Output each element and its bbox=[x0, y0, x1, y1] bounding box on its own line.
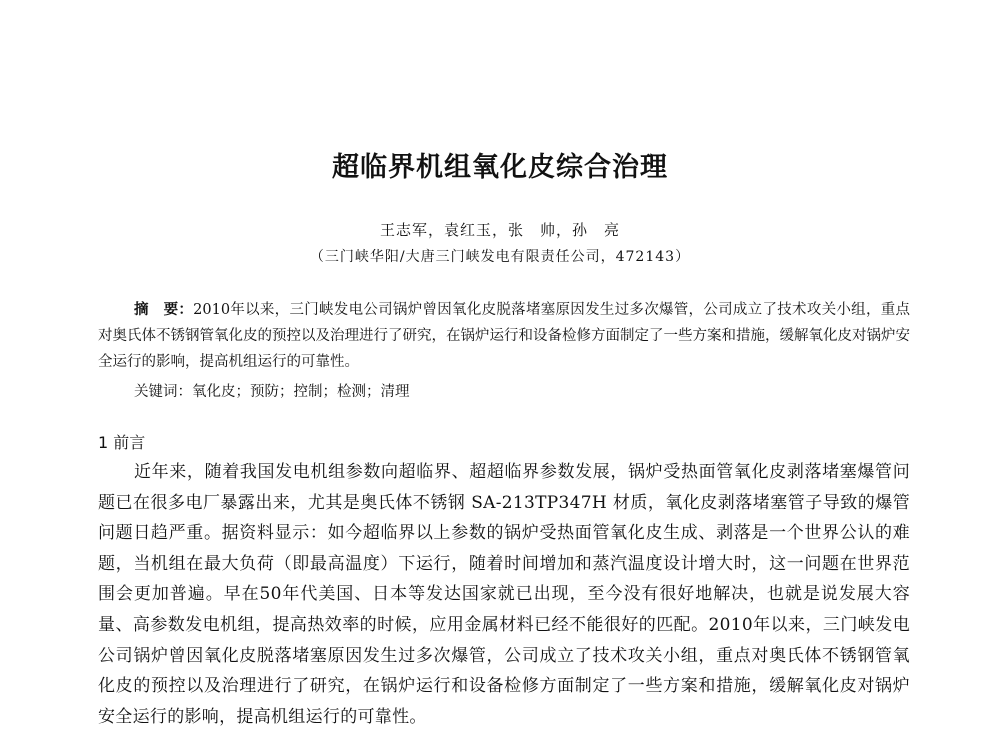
body-paragraph: 近年来，随着我国发电机组参数向超临界、超超临界参数发展，锅炉受热面管氧化皮剥落堵塞爆管问题已在很多电厂暴露出来，尤其是奥氏体不锈钢 SA-213TP347H 材质，氧化皮剥落堵塞管子导致的爆管问题日趋严重。据资料显示：如今超临界以上参数的锅炉受热面管氧化皮生成、剥落是一个世界公认的难题，当机组在最大负荷（即最高温度）下运行，随着时间增加和蒸汽温度设计增大时，这一问题在世界范围会更加普遍。早在50年代美国、日本等发达国家就已出现，至今没有很好地解决，也就是说发展大容量、高参数发电机组，提高热效率的时候，应用金属材料已经不能很好的匹配。2010年以来，三门峡发电公司锅炉曾因氧化皮脱落堵塞原因发生过多次爆管，公司成立了技术攻关小组，重点对奥氏体不锈钢管氧化皮的预控以及治理进行了研究，在锅炉运行和设备检修方面制定了一些方案和措施，缓解氧化皮对锅炉安全运行的影响，提高机组运行的可靠性。 bbox=[98, 462, 910, 727]
author-list: 王志军，袁红玉，张 帅，孙 亮 bbox=[379, 221, 620, 239]
abstract bbox=[98, 297, 910, 375]
abstract-text: 2010年以来，三门峡发电公司锅炉曾因氧化皮脱落堵塞原因发生过多次爆管，公司成立了技术攻关小组，重点对奥氏体不锈钢管氧化皮的预控以及治理进行了研究，在锅炉运行和设备检修方面制定了一些方案和措施，缓解氧化皮对锅炉安全运行的影响，提高机组运行的可靠性。 bbox=[98, 302, 911, 370]
keywords bbox=[134, 379, 410, 405]
keywords-label: 关键词： bbox=[134, 384, 192, 400]
affiliation: （三门峡华阳/大唐三门峡发电有限责任公司，472143） bbox=[309, 249, 691, 265]
keywords-text: 氧化皮；预防；控制；检测；清理 bbox=[192, 384, 410, 400]
section-heading: 1 前言 bbox=[98, 433, 146, 452]
abstract-label: 摘 要： bbox=[134, 302, 194, 318]
paper-title: 超临界机组氧化皮综合治理 bbox=[332, 152, 668, 183]
